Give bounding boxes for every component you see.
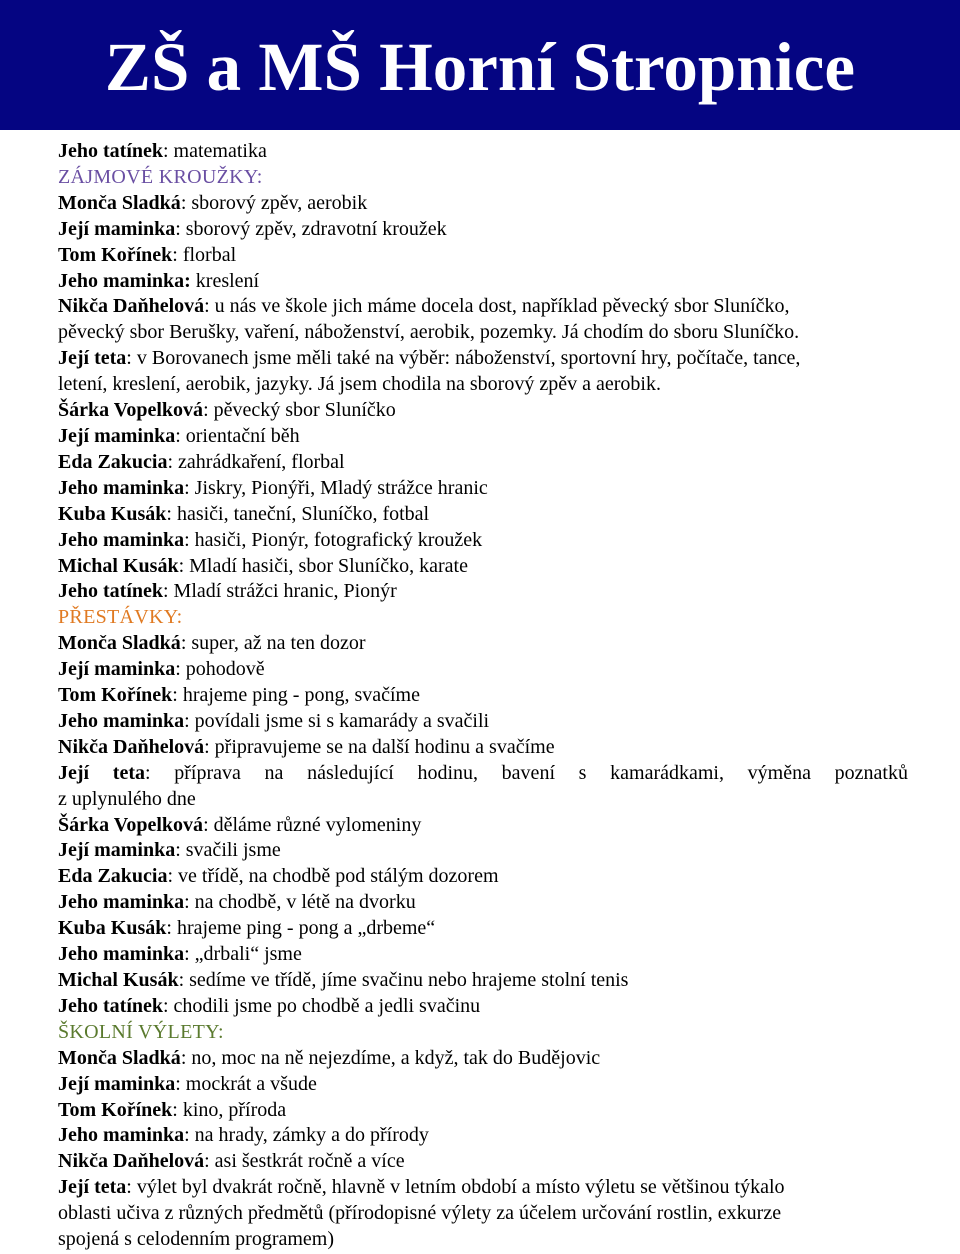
- speaker-name: Kuba Kusák: [58, 502, 167, 525]
- continuation-line: [58, 1201, 908, 1227]
- line-text: : chodili jsme po chodbě a jedli svačinu: [163, 994, 481, 1017]
- line-text: : zahrádkaření, florbal: [167, 450, 345, 473]
- line-text: : orientační běh: [175, 424, 300, 447]
- line-text: oblasti učiva z různých předmětů (přírodopisné výlety za účelem určování rostlin, exkurze: [58, 1202, 782, 1225]
- speaker-line: [58, 579, 908, 605]
- speaker-name: Její maminka: [58, 839, 176, 862]
- speaker-name: Jeho maminka: [58, 891, 185, 914]
- speaker-line: [58, 1072, 908, 1098]
- speaker-name: Jeho maminka:: [58, 269, 191, 292]
- speaker-line: [58, 813, 908, 839]
- continuation-line: [58, 787, 908, 813]
- speaker-name: Jeho maminka: [58, 709, 185, 732]
- line-text: : v Borovanech jsme měli také na výběr: náboženství, sportovní hry, počítače, tance,: [126, 347, 801, 370]
- line-text: : Mladí hasiči, sbor Sluníčko, karate: [178, 554, 468, 577]
- speaker-name: Její maminka: [58, 1072, 176, 1095]
- speaker-line: [58, 294, 908, 320]
- line-text: : Jiskry, Pionýři, Mladý strážce hranic: [184, 476, 488, 499]
- speaker-line: [58, 1149, 908, 1175]
- speaker-line: [58, 1175, 908, 1201]
- speaker-name: Jeho maminka: [58, 1124, 185, 1147]
- speaker-line: [58, 735, 908, 761]
- speaker-name: Tom Kořínek: [58, 1098, 173, 1121]
- line-text: : hasiči, taneční, Sluníčko, fotbal: [166, 502, 430, 525]
- speaker-name: Její maminka: [58, 658, 176, 681]
- speaker-name: Jeho tatínek: [58, 140, 163, 162]
- line-text: letení, kreslení, aerobik, jazyky. Já jsem chodila na sborový zpěv a aerobik.: [58, 373, 661, 396]
- line-text: : výlet byl dvakrát ročně, hlavně v letním období a místo výletu se většinou týkalo: [126, 1176, 785, 1199]
- speaker-line: [58, 398, 908, 424]
- section-heading: ŠKOLNÍ VÝLETY:: [58, 1020, 224, 1043]
- speaker-line: [58, 269, 908, 295]
- line-text: : děláme různé vylomeniny: [203, 813, 422, 836]
- speaker-name: Monča Sladká: [58, 191, 181, 214]
- speaker-name: Monča Sladká: [58, 1046, 181, 1069]
- speaker-line: [58, 424, 908, 450]
- speaker-line: [58, 942, 908, 968]
- speaker-line: [58, 243, 908, 269]
- speaker-line: [58, 1046, 908, 1072]
- speaker-line: [58, 838, 908, 864]
- speaker-name: Šárka Vopelková: [58, 399, 204, 422]
- speaker-line: [58, 528, 908, 554]
- line-text: : hrajeme ping - pong, svačíme: [172, 684, 420, 707]
- speaker-line: [58, 554, 908, 580]
- speaker-name: Jeho maminka: [58, 943, 185, 966]
- speaker-name: Její teta: [58, 347, 127, 370]
- line-text: : na hrady, zámky a do přírody: [184, 1124, 429, 1147]
- line-text: : „drbali“ jsme: [184, 943, 302, 966]
- speaker-line: [58, 709, 908, 735]
- speaker-name: Monča Sladká: [58, 632, 181, 655]
- speaker-line: [58, 994, 908, 1020]
- speaker-name: Kuba Kusák: [58, 917, 167, 940]
- line-text: : povídali jsme si s kamarády a svačili: [184, 709, 490, 732]
- speaker-name: Eda Zakucia: [58, 865, 168, 888]
- page-title: ZŠ a MŠ Horní Stropnice: [104, 28, 856, 105]
- line-text: : sborový zpěv, aerobik: [180, 191, 368, 214]
- line-text: : asi šestkrát ročně a více: [204, 1150, 405, 1173]
- speaker-line: [58, 139, 908, 165]
- line-text: : Mladí strážci hranic, Pionýr: [163, 580, 397, 603]
- line-text: : hrajeme ping - pong a „drbeme“: [166, 917, 436, 940]
- line-text: : florbal: [172, 243, 237, 266]
- speaker-line: [58, 890, 908, 916]
- line-text: : sborový zpěv, zdravotní kroužek: [175, 217, 447, 240]
- speaker-name: Nikča Daňhelová: [58, 735, 205, 758]
- speaker-line: [58, 631, 908, 657]
- line-text: : hasiči, Pionýr, fotografický kroužek: [184, 528, 483, 551]
- line-text: : svačili jsme: [175, 839, 281, 862]
- speaker-name: Její teta: [58, 1176, 127, 1199]
- speaker-line: [58, 450, 908, 476]
- speaker-name: Tom Kořínek: [58, 684, 173, 707]
- speaker-name: Šárka Vopelková: [58, 813, 204, 836]
- speaker-name: Michal Kusák: [58, 969, 179, 991]
- speaker-name: Její maminka: [58, 424, 176, 447]
- speaker-line: [58, 1123, 908, 1149]
- speaker-line: [58, 657, 908, 683]
- line-text: : příprava na následující hodinu, bavení s kamarádkami, výměna poznatků: [144, 761, 908, 784]
- line-text: : pohodově: [175, 658, 265, 681]
- speaker-name: Jeho tatínek: [58, 580, 163, 603]
- continuation-line: [58, 320, 908, 346]
- speaker-name: Eda Zakucia: [58, 450, 168, 473]
- speaker-name: Tom Kořínek: [58, 243, 173, 266]
- continuation-line: [58, 1227, 908, 1253]
- line-text: : na chodbě, v létě na dvorku: [184, 891, 416, 914]
- line-text: : pěvecký sbor Sluníčko: [203, 399, 396, 422]
- speaker-name: Nikča Daňhelová: [58, 295, 205, 318]
- section-heading: PŘESTÁVKY:: [58, 606, 183, 629]
- line-text: z uplynulého dne: [58, 787, 196, 810]
- speaker-name: Nikča Daňhelová: [58, 1150, 205, 1173]
- speaker-line: [58, 916, 908, 942]
- speaker-line: [58, 864, 908, 890]
- line-text: : u nás ve škole jich máme docela dost, například pěvecký sbor Sluníčko,: [204, 295, 790, 318]
- line-text: : sedíme ve třídě, jíme svačinu nebo hrajeme stolní tenis: [178, 969, 629, 991]
- header-banner: [0, 0, 960, 130]
- speaker-line: [58, 502, 908, 528]
- speaker-name: Její maminka: [58, 217, 176, 240]
- speaker-name: Michal Kusák: [58, 554, 179, 577]
- document-body: [58, 139, 908, 1253]
- speaker-line: [58, 1098, 908, 1124]
- speaker-name: Její teta: [58, 761, 145, 784]
- speaker-line: [58, 761, 908, 787]
- speaker-line: [58, 683, 908, 709]
- speaker-name: Jeho maminka: [58, 528, 185, 551]
- speaker-line: [58, 968, 908, 994]
- section-heading: ZÁJMOVÉ KROUŽKY:: [58, 165, 263, 188]
- continuation-line: [58, 372, 908, 398]
- line-text: : připravujeme se na další hodinu a svačíme: [204, 735, 555, 758]
- line-text: : no, moc na ně nejezdíme, a když, tak do Budějovic: [180, 1046, 601, 1069]
- speaker-name: Jeho tatínek: [58, 994, 163, 1017]
- speaker-line: [58, 191, 908, 217]
- line-text: : super, až na ten dozor: [180, 632, 366, 655]
- line-text: : matematika: [163, 140, 267, 162]
- line-text: pěvecký sbor Berušky, vaření, náboženství, aerobik, pozemky. Já chodím do sboru Sluníčko.: [58, 321, 800, 344]
- line-text: : mockrát a všude: [175, 1072, 317, 1095]
- line-text: kreslení: [190, 269, 260, 292]
- line-text: : ve třídě, na chodbě pod stálým dozorem: [167, 865, 499, 888]
- line-text: : kino, příroda: [172, 1098, 287, 1121]
- speaker-line: [58, 346, 908, 372]
- speaker-name: Jeho maminka: [58, 476, 185, 499]
- speaker-line: [58, 217, 908, 243]
- speaker-line: [58, 476, 908, 502]
- line-text: spojená s celodenním programem): [58, 1228, 335, 1251]
